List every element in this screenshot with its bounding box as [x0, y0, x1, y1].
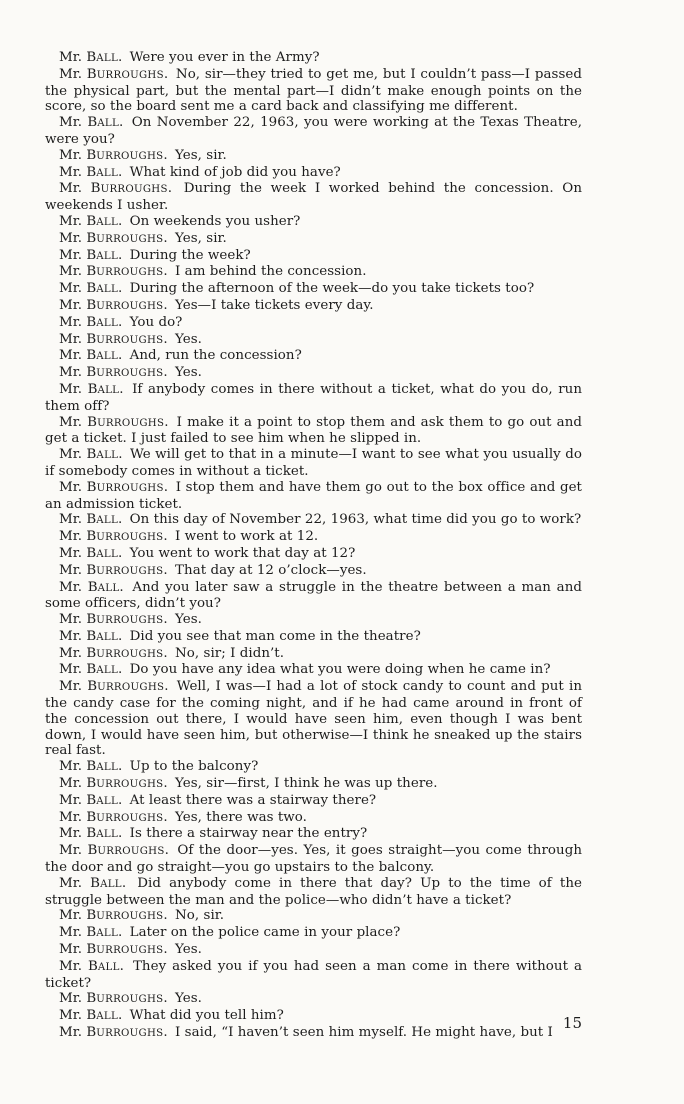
speech-text: Were you ever in the Army? — [125, 50, 320, 65]
speech-paragraph — [45, 214, 582, 231]
speaker-name: Mr. BALL. — [59, 447, 123, 463]
speech-paragraph — [45, 925, 582, 942]
speaker-name: Mr. BURROUGHS. — [59, 942, 168, 958]
speech-text: No, sir. — [170, 908, 225, 924]
speech-text: Yes, sir—first, I think he was up there. — [170, 776, 438, 792]
speaker-name: Mr. BURROUGHS. — [59, 230, 168, 246]
speaker-name: Mr. BURROUGHS. — [59, 776, 168, 792]
speaker-name: Mr. BALL. — [59, 826, 123, 842]
speaker-name: Mr. BURROUGHS. — [59, 562, 168, 578]
speaker-name: Mr. BALL. — [59, 792, 123, 808]
speech-text: And you later saw a struggle in the theatre between a man and some officers, didn’t you? — [45, 579, 582, 612]
speech-text: During the week? — [125, 247, 251, 263]
speech-text: During the week I worked behind the concession. On weekends I usher. — [45, 181, 582, 214]
speech-text: During the afternoon of the week—do you take tickets too? — [125, 281, 535, 297]
speech-text: No, sir; I didn’t. — [170, 645, 285, 661]
speech-paragraph — [45, 646, 582, 663]
speech-paragraph — [45, 908, 582, 925]
speaker-name: Mr. BALL. — [59, 545, 123, 561]
speaker-name: Mr. BALL. — [59, 759, 123, 775]
speech-paragraph — [45, 512, 582, 529]
speaker-name: Mr. BALL. — [59, 628, 123, 644]
speech-text: Yes. — [170, 365, 202, 381]
speaker-name: Mr. BURROUGHS. — [59, 147, 168, 163]
speaker-name: Mr. BURROUGHS. — [59, 908, 168, 924]
speech-text: Do you have any idea what you were doing when he came in? — [125, 662, 551, 678]
speaker-name: Mr. BALL. — [59, 281, 123, 297]
speech-paragraph — [45, 382, 582, 415]
speech-paragraph — [45, 480, 582, 513]
speech-paragraph — [45, 759, 582, 776]
speaker-name: Mr. BALL. — [59, 875, 127, 891]
speech-paragraph — [45, 629, 582, 646]
speaker-name: Mr. BURROUGHS. — [59, 365, 168, 381]
speech-text: Yes. — [170, 942, 202, 958]
speech-paragraph — [45, 793, 582, 810]
speech-text: Later on the police came in your place? — [125, 925, 401, 941]
speaker-name: Mr. BURROUGHS. — [59, 479, 169, 495]
speech-paragraph — [45, 810, 582, 827]
speaker-name: Mr. BURROUGHS. — [59, 612, 168, 628]
speaker-name: Mr. BALL. — [59, 50, 123, 65]
speech-paragraph — [45, 248, 582, 265]
speaker-name: Mr. BALL. — [59, 1008, 123, 1024]
speech-paragraph — [45, 876, 582, 909]
speech-paragraph — [45, 563, 582, 580]
speech-paragraph — [45, 942, 582, 959]
speaker-name: Mr. BURROUGHS. — [59, 414, 169, 430]
speech-paragraph — [45, 991, 582, 1008]
speech-text: And, run the concession? — [125, 348, 302, 364]
speech-paragraph — [45, 315, 582, 332]
speech-paragraph — [45, 447, 582, 480]
speech-paragraph — [45, 826, 582, 843]
speech-paragraph — [45, 776, 582, 793]
speech-text: That day at 12 o’clock—yes. — [170, 562, 367, 578]
speaker-name: Mr. BALL. — [59, 247, 123, 263]
speaker-name: Mr. BALL. — [59, 348, 123, 364]
speaker-name: Mr. BALL. — [59, 381, 124, 397]
speaker-name: Mr. BALL. — [59, 958, 124, 974]
speech-text: Yes. — [170, 991, 202, 1007]
speech-paragraph — [45, 50, 582, 67]
transcript — [45, 50, 582, 1042]
speaker-name: Mr. BURROUGHS. — [59, 991, 168, 1007]
speech-paragraph — [45, 415, 582, 448]
speech-text: Up to the balcony? — [125, 759, 259, 775]
speech-paragraph — [45, 165, 582, 182]
speech-paragraph — [45, 843, 582, 876]
speech-text: Well, I was—I had a lot of stock candy to count and put in the candy case for the coming night, and if he had came around in front of the concession out there, I would have seen him, even though I was bent down, I would have seen him, but otherwise—I think he sneaked up the stairs real fast. — [45, 679, 582, 759]
speaker-name: Mr. BURROUGHS. — [59, 181, 173, 197]
speech-text: You went to work that day at 12? — [125, 545, 356, 561]
speech-paragraph — [45, 662, 582, 679]
speech-paragraph — [45, 679, 582, 759]
speech-text: On November 22, 1963, you were working at the Texas Theatre, were you? — [45, 115, 583, 147]
speech-text: Did anybody come in there that day? Up to the time of the struggle between the man and the police—who didn’t have a ticket? — [45, 875, 582, 908]
speech-paragraph — [45, 959, 582, 992]
speech-paragraph — [45, 612, 582, 629]
speech-text: On this day of November 22, 1963, what time did you go to work? — [125, 512, 582, 528]
speech-text: At least there was a stairway there? — [125, 792, 377, 808]
speaker-name: Mr. BURROUGHS. — [59, 645, 168, 661]
speaker-name: Mr. BALL. — [59, 925, 123, 941]
speech-text: We will get to that in a minute—I want to see what you usually do if somebody comes in without a ticket. — [45, 447, 583, 479]
speaker-name: Mr. BALL. — [59, 579, 124, 595]
speech-text: You do? — [125, 314, 183, 330]
speaker-name: Mr. BURROUGHS. — [59, 264, 168, 280]
speaker-name: Mr. BALL. — [59, 314, 123, 330]
speech-text: On weekends you usher? — [125, 213, 301, 229]
speech-paragraph — [45, 264, 582, 281]
speech-text: I stop them and have them go out to the box office and get an admission ticket. — [45, 479, 582, 512]
speaker-name: Mr. BALL. — [59, 164, 123, 180]
page-number: 15 — [562, 1014, 582, 1032]
speech-paragraph — [45, 231, 582, 248]
speech-text: Yes—I take tickets every day. — [170, 297, 374, 313]
speaker-name: Mr. BURROUGHS. — [59, 1025, 168, 1041]
speech-text: Did you see that man come in the theatre? — [125, 628, 421, 644]
speech-text: Yes. — [170, 331, 202, 347]
speech-paragraph — [45, 365, 582, 382]
speech-text: If anybody comes in there without a ticket, what do you do, run them off? — [45, 381, 582, 414]
speech-paragraph — [45, 332, 582, 349]
speech-text: I make it a point to stop them and ask them to go out and get a ticket. I just failed to see him when he slipped in. — [45, 414, 582, 447]
speech-text: Yes. — [170, 612, 202, 628]
speech-paragraph — [45, 546, 582, 563]
speaker-name: Mr. BALL. — [59, 115, 124, 131]
speech-text: Yes, there was two. — [170, 809, 307, 825]
speaker-name: Mr. BALL. — [59, 213, 123, 229]
speech-paragraph — [45, 580, 582, 613]
speech-text: Of the door—yes. Yes, it goes straight—you come through the door and go straight—you go upstairs to the balcony. — [45, 843, 582, 876]
speech-text: Is there a stairway near the entry? — [125, 826, 368, 842]
speech-paragraph — [45, 529, 582, 546]
speech-paragraph — [45, 298, 582, 315]
speech-text: What kind of job did you have? — [125, 164, 341, 180]
speaker-name: Mr. BURROUGHS. — [59, 331, 168, 347]
speaker-name: Mr. BURROUGHS. — [59, 297, 168, 313]
speech-text: They asked you if you had seen a man come in there without a ticket? — [45, 958, 582, 991]
speech-text: I said, “I haven’t seen him myself. He might have, but I — [170, 1025, 553, 1041]
speech-text: No, sir—they tried to get me, but I couldn’t pass—I passed the physical part, but the mental part—I didn’t make enough points on the score, so the board sent me a card back and classifying me different. — [45, 66, 582, 115]
speech-paragraph — [45, 348, 582, 365]
speech-paragraph — [45, 67, 582, 115]
speaker-name: Mr. BALL. — [59, 662, 123, 678]
speaker-name: Mr. BALL. — [59, 512, 123, 528]
speaker-name: Mr. BURROUGHS. — [59, 529, 168, 545]
speech-paragraph — [45, 115, 582, 148]
speaker-name: Mr. BURROUGHS. — [59, 843, 169, 859]
speaker-name: Mr. BURROUGHS. — [59, 809, 168, 825]
speech-text: I am behind the concession. — [170, 264, 367, 280]
speech-paragraph — [45, 181, 582, 214]
speaker-name: Mr. BURROUGHS. — [59, 679, 169, 695]
speech-paragraph — [45, 281, 582, 298]
speech-text: I went to work at 12. — [170, 529, 319, 545]
speaker-name: Mr. BURROUGHS. — [59, 66, 169, 82]
speech-text: What did you tell him? — [125, 1008, 284, 1024]
speech-text: Yes, sir. — [170, 147, 227, 163]
speech-text: Yes, sir. — [170, 230, 227, 246]
speech-paragraph — [45, 148, 582, 165]
